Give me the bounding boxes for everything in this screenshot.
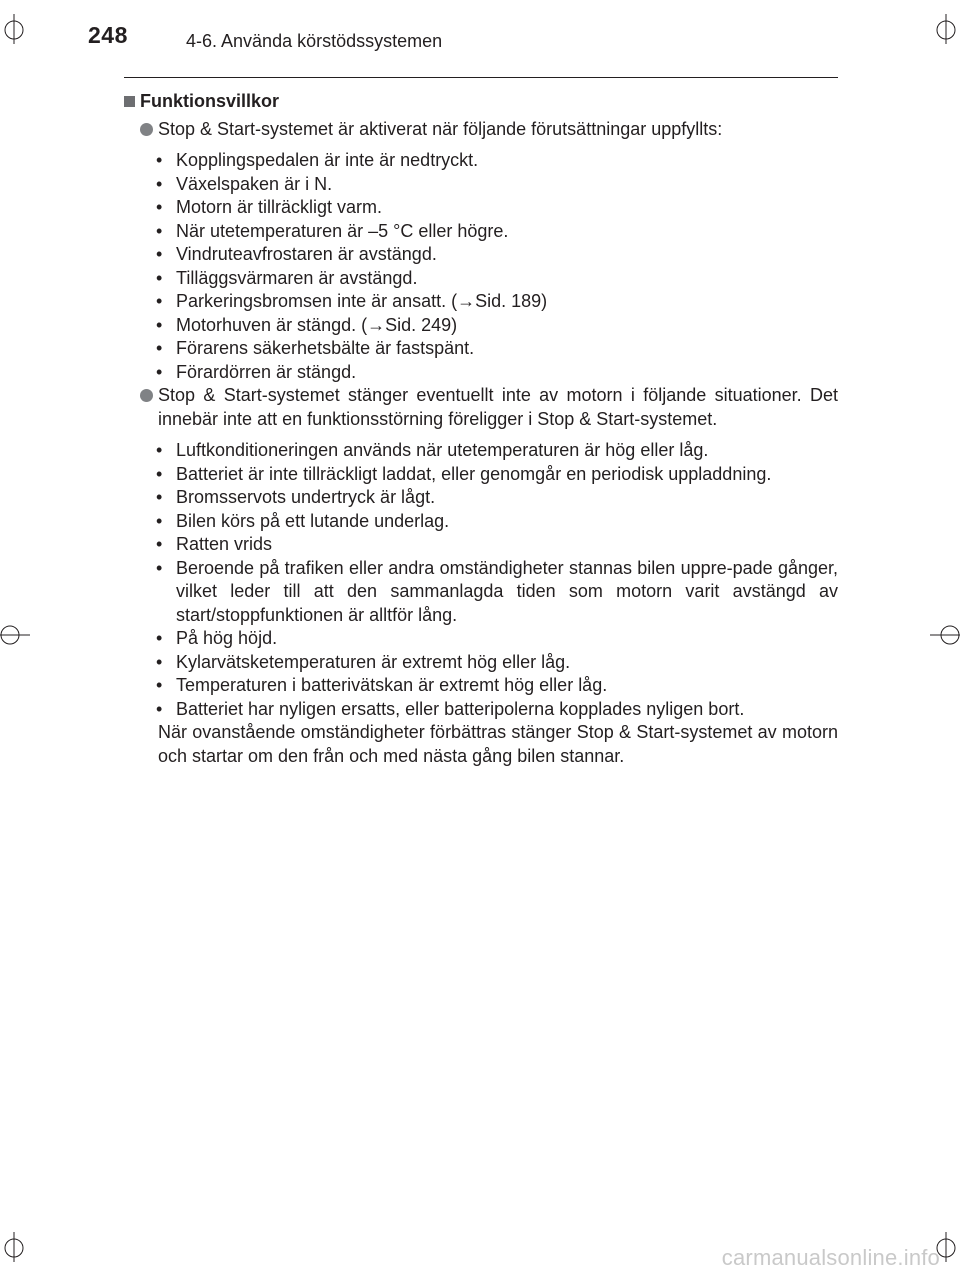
- list-item: • Luftkonditioneringen används när utetemperaturen är hög eller låg.: [176, 439, 838, 463]
- watermark: carmanualsonline.info: [721, 1245, 940, 1270]
- paragraph-text: Stop & Start-systemet är aktiverat när följande förutsättningar uppfyllts:: [158, 118, 723, 139]
- bullet-dot: •: [156, 463, 163, 484]
- bullet-dot: •: [156, 150, 163, 170]
- bullet-dot: •: [156, 173, 163, 194]
- bullet-dot: •: [156, 244, 163, 264]
- bullet-dot: •: [156, 651, 163, 672]
- bullet-dot: •: [156, 267, 163, 288]
- bullet-dot: •: [156, 440, 163, 460]
- list-item: • Vindruteavfrostaren är avstängd.: [176, 243, 838, 267]
- paragraph-conditions: [124, 118, 838, 142]
- crop-mark-top-left: [0, 14, 30, 44]
- paragraph-situations: [124, 384, 838, 431]
- bullet-dot: •: [156, 314, 163, 335]
- list-item: • Parkeringsbromsen inte är ansatt. (→Sid. 189): [176, 290, 838, 314]
- bullet-dot: •: [156, 487, 163, 507]
- list-item: • Tilläggsvärmaren är avstängd.: [176, 267, 838, 291]
- bullet-dot: •: [156, 698, 163, 719]
- crop-mark-mid-right: [930, 620, 960, 650]
- list-item: • Kopplingspedalen är inte är nedtryckt.: [176, 149, 838, 173]
- list-item: • Motorn är tillräckligt varm.: [176, 196, 838, 220]
- heading-text: Funktionsvillkor: [140, 91, 280, 111]
- crop-mark-top-right: [932, 14, 960, 44]
- bullet-dot: •: [156, 675, 163, 695]
- header-divider: [124, 77, 838, 78]
- bullet-dot: •: [156, 197, 163, 217]
- list-item: • Bromsservots undertryck är lågt.: [176, 486, 838, 510]
- crop-mark-mid-left: [0, 620, 30, 650]
- bullet-dot: •: [156, 510, 163, 531]
- list-item: • Motorhuven är stängd. (→Sid. 249): [176, 314, 838, 338]
- section-title: 4-6. Använda körstödssystemen: [186, 31, 443, 51]
- list-item: • Ratten vrids: [176, 533, 838, 557]
- list-item: • Batteriet har nyligen ersatts, eller batteripolerna kopplades nyligen bort.: [176, 698, 838, 722]
- list-item: • Temperaturen i batterivätskan är extremt hög eller låg.: [176, 674, 838, 698]
- bullet-dot: •: [156, 557, 163, 578]
- square-bullet-icon: [124, 96, 135, 107]
- paragraph-text: Stop & Start-systemet stänger eventuellt inte av motorn i följande situationer. Det innebär inte att en funktionsstörning föreligger i Stop & Start-systemet.: [158, 385, 838, 429]
- closing-paragraph: När ovanstående omständigheter förbättras stänger Stop & Start-systemet av motorn och startar om den från och med nästa gång bilen stannar.: [158, 722, 838, 766]
- conditions-list: [124, 149, 838, 384]
- circle-bullet-icon: [140, 389, 153, 402]
- list-item: • Förarens säkerhetsbälte är fastspänt.: [176, 337, 838, 361]
- crop-mark-bottom-left: [0, 1232, 30, 1262]
- list-item: • På hög höjd.: [176, 627, 838, 651]
- circle-bullet-icon: [140, 123, 153, 136]
- page-number: 248: [88, 22, 128, 48]
- bullet-dot: •: [156, 628, 163, 648]
- list-item: • Växelspaken är i N.: [176, 173, 838, 197]
- list-item: • Bilen körs på ett lutande underlag.: [176, 510, 838, 534]
- list-item: • Batteriet är inte tillräckligt laddat, eller genomgår en periodisk uppladdning.: [176, 463, 838, 487]
- list-item: • Beroende på trafiken eller andra omständigheter stannas bilen uppre-pade gånger, vilket leder till att den sammanlagda tiden som motorn varit avstängd av start/stoppfunktionen är alltför lång.: [156, 557, 838, 625]
- bullet-dot: •: [156, 361, 163, 382]
- bullet-dot: •: [156, 534, 163, 554]
- page-content: [124, 90, 838, 768]
- section-heading: [124, 90, 838, 114]
- bullet-dot: •: [156, 338, 163, 358]
- list-item: • När utetemperaturen är –5 °C eller högre.: [176, 220, 838, 244]
- bullet-dot: •: [156, 220, 163, 241]
- bullet-dot: •: [156, 291, 163, 311]
- list-item: • Kylarvätsketemperaturen är extremt hög eller låg.: [176, 651, 838, 675]
- list-item: • Förardörren är stängd.: [176, 361, 838, 385]
- situations-list: [124, 439, 838, 721]
